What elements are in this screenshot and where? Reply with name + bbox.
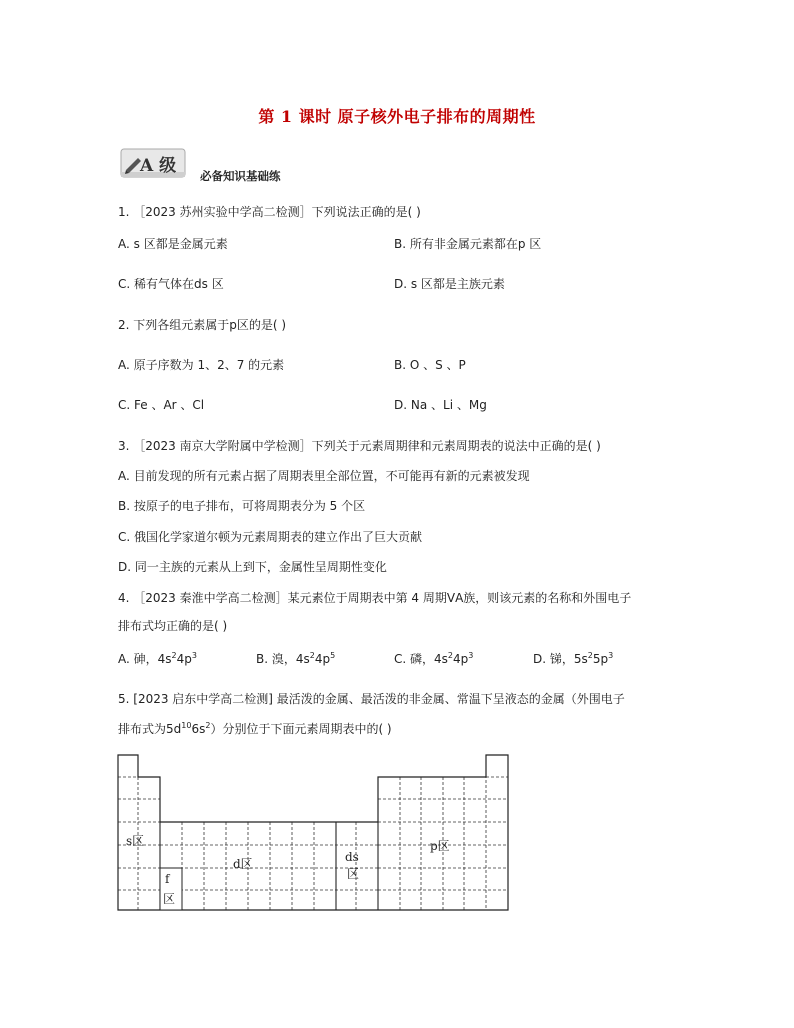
q3-option-d: D. 同一主族的元素从上到下，金属性呈周期性变化: [118, 560, 387, 574]
q4-stem-line2: 排布式均正确的是( ): [118, 619, 228, 633]
q1-option-a: A. s 区都是金属元素: [118, 237, 228, 251]
q3-stem: 3. ［2023 南京大学附属中学检测］下列关于元素周期律和元素周期表的说法中正确的是( ): [118, 439, 601, 453]
d-block-label: d区: [233, 857, 253, 871]
f-block-label-1: f: [165, 872, 170, 886]
ds-block-label-1: ds: [345, 850, 359, 864]
f-block-label-2: 区: [163, 892, 176, 906]
ds-block-label-2: 区: [347, 867, 360, 881]
q3-option-c: C. 俄国化学家道尔顿为元素周期表的建立作出了巨大贡献: [118, 530, 423, 544]
q1-option-b: B. 所有非金属元素都在p 区: [394, 237, 542, 251]
s-block-label: s区: [126, 834, 145, 848]
q1-option-c: C. 稀有气体在ds 区: [118, 277, 224, 291]
q3-option-b: B. 按原子的电子排布，可将周期表分为 5 个区: [118, 499, 366, 513]
q1-option-d: D. s 区都是主族元素: [394, 277, 505, 291]
p-block-label: p区: [430, 839, 450, 853]
q2-stem: 2. 下列各组元素属于p区的是( ): [118, 318, 287, 332]
q5-stem-line2: 排布式为$5d^{10}6s^2$）分别位于下面元素周期表中的( ): [118, 721, 392, 736]
q1-stem: 1. ［2023 苏州实验中学高二检测］下列说法正确的是( ): [118, 205, 421, 219]
q2-option-c: C. Fe 、Ar 、Cl: [118, 398, 205, 412]
q4-option-c: C. 磷，$4s^24p^3$: [394, 651, 474, 666]
q2-option-a: A. 原子序数为 1、2、7 的元素: [118, 358, 285, 372]
q5-stem-line1: 5. [2023 启东中学高二检测] 最活泼的金属、最活泼的非金属、常温下呈液态的金属（外围电子: [118, 692, 625, 706]
page-title: 第 1 课时 原子核外电子排布的周期性: [258, 107, 536, 126]
q4-option-a: A. 砷，$4s^24p^3$: [118, 651, 197, 666]
q2-option-d: D. Na 、Li 、Mg: [394, 398, 487, 412]
q4-option-d: D. 锑，$5s^25p^3$: [533, 651, 614, 666]
periodic-table-diagram: [110, 750, 516, 914]
section-heading: 必备知识基础练: [200, 169, 281, 183]
level-badge-text: A 级: [140, 156, 177, 176]
q4-option-b: B. 溴，$4s^24p^5$: [256, 651, 336, 666]
q4-stem-line1: 4. ［2023 秦淮中学高二检测］某元素位于周期表中第 4 周期ⅤA族，则该元素的名称和外围电子: [118, 591, 632, 605]
q2-option-b: B. O 、S 、P: [394, 358, 466, 372]
q3-option-a: A. 目前发现的所有元素占据了周期表里全部位置，不可能再有新的元素被发现: [118, 469, 530, 483]
